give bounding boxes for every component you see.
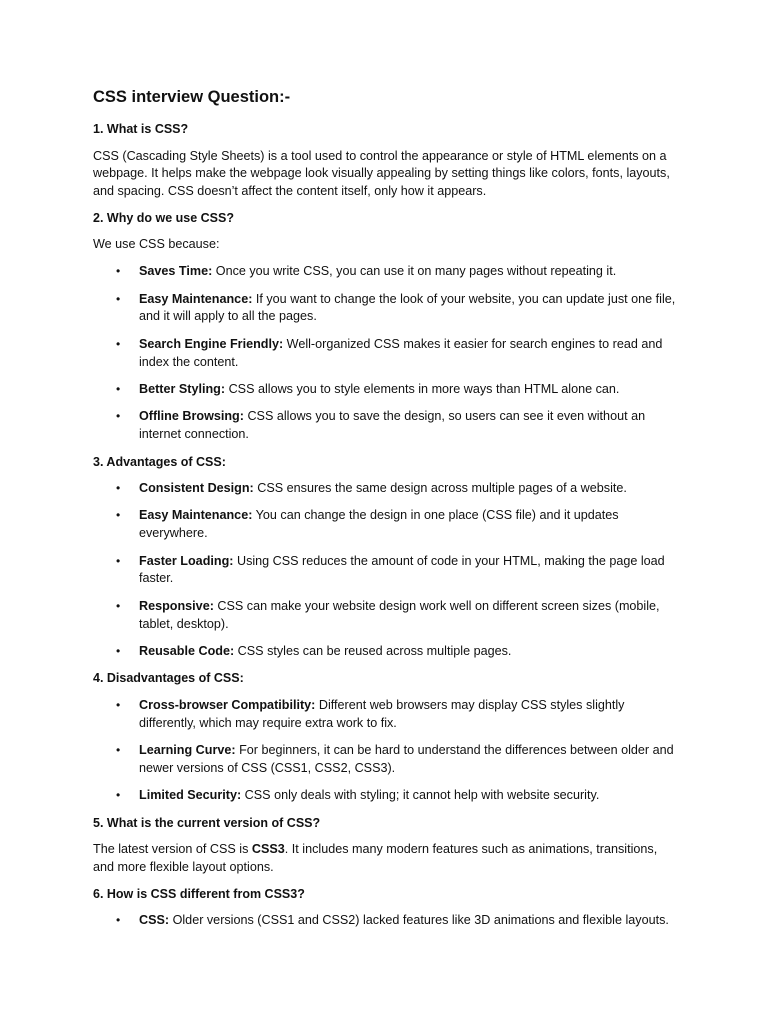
list-item — [93, 507, 676, 543]
list-item-term: Reusable Code: — [139, 643, 235, 658]
section-css-vs-css3 — [93, 886, 676, 930]
paragraph-emphasis: CSS3 — [251, 842, 285, 857]
bullet-icon: • — [116, 743, 121, 758]
bullet-icon: • — [116, 291, 121, 306]
list-item-term: Offline Browsing: — [139, 409, 244, 424]
section-paragraph: CSS (Cascading Style Sheets) is a tool used to control the appearance or style of HTML elements on a webpage. It helps make the webpage look visually appealing by setting things like colors, fonts, layouts, and spacing. CSS doesn’t affect the content itself, only how it appears. — [93, 148, 670, 199]
section-current-version — [93, 815, 676, 877]
list-item-term: CSS: — [139, 913, 170, 928]
paragraph-text: . It includes many modern features such as animations, transitions, and more flexible layout options. — [93, 842, 658, 874]
list-item-term: Limited Security: — [139, 788, 242, 803]
list-item-term: Learning Curve: — [139, 743, 236, 758]
document-title: CSS interview Question:- — [93, 88, 291, 106]
bullet-icon: • — [116, 481, 121, 496]
bullet-icon: • — [116, 409, 121, 424]
list-item — [93, 336, 676, 372]
list-item — [93, 480, 676, 498]
bullet-icon: • — [116, 643, 121, 658]
list-item-term: Cross-browser Compatibility: — [139, 697, 316, 712]
bullet-icon: • — [116, 788, 121, 803]
section-heading: 6. How is CSS different from CSS3? — [93, 886, 305, 901]
bullet-icon: • — [116, 697, 121, 712]
section-heading: 4. Disadvantages of CSS: — [93, 671, 244, 686]
section-paragraph: We use CSS because: — [93, 237, 220, 252]
list-item — [93, 291, 676, 327]
list-item — [93, 553, 676, 589]
list-item-text: CSS only deals with styling; it cannot help with website security. — [241, 788, 600, 803]
list-item-term: Responsive: — [139, 598, 214, 613]
list-item-text: If you want to change the look of your website, you can update just one file, and it will apply to all the pages. — [139, 291, 676, 324]
section-why-use-css — [93, 210, 676, 444]
list-item-text: Older versions (CSS1 and CSS2) lacked features like 3D animations and flexible layouts. — [169, 913, 669, 928]
list-item — [93, 598, 676, 634]
bullet-list — [93, 912, 676, 930]
list-item-text: CSS styles can be reused across multiple pages. — [234, 643, 512, 658]
bullet-icon: • — [116, 913, 121, 928]
list-item-text: Different web browsers may display CSS styles slightly differently, which may require extra work to fix. — [139, 697, 625, 730]
list-item-text: For beginners, it can be hard to understand the differences between older and newer versions of CSS (CSS1, CSS2, CSS3). — [139, 743, 674, 775]
list-item-term: Faster Loading: — [139, 553, 234, 568]
section-heading: 5. What is the current version of CSS? — [93, 815, 321, 830]
section-heading: 3. Advantages of CSS: — [93, 454, 226, 469]
list-item-term: Saves Time: — [139, 264, 213, 279]
list-item — [93, 408, 676, 444]
section-heading: 2. Why do we use CSS? — [93, 210, 234, 225]
paragraph-text: The latest version of CSS is — [93, 842, 252, 857]
list-item-text: Once you write CSS, you can use it on many pages without repeating it. — [212, 264, 617, 279]
list-item-term: Consistent Design: — [139, 481, 254, 496]
bullet-list — [93, 263, 676, 444]
list-item — [93, 697, 676, 733]
list-item — [93, 912, 676, 930]
list-item — [93, 381, 676, 399]
section-paragraph — [93, 841, 676, 877]
bullet-icon: • — [116, 336, 121, 351]
section-what-is-css — [93, 121, 676, 201]
bullet-icon: • — [116, 381, 121, 396]
section-disadvantages — [93, 670, 676, 805]
list-item-text: CSS allows you to style elements in more ways than HTML alone can. — [225, 381, 620, 396]
list-item-term: Easy Maintenance: — [139, 508, 253, 523]
list-item-term: Better Styling: — [139, 381, 226, 396]
bullet-list — [93, 480, 676, 661]
section-heading: 1. What is CSS? — [93, 122, 189, 136]
bullet-icon: • — [116, 553, 121, 568]
list-item-text: Using CSS reduces the amount of code in your HTML, making the page load faster. — [139, 553, 665, 586]
bullet-icon: • — [116, 598, 121, 613]
list-item-term: Search Engine Friendly: — [139, 336, 284, 351]
list-item-term: Easy Maintenance: — [139, 291, 253, 306]
list-item — [93, 742, 676, 778]
list-item-text: You can change the design in one place (CSS file) and it updates everywhere. — [139, 508, 619, 541]
bullet-list — [93, 697, 676, 805]
list-item — [93, 263, 676, 281]
list-item — [93, 787, 676, 805]
list-item-text: CSS can make your website design work well on different screen sizes (mobile, tablet, desktop). — [139, 598, 660, 631]
list-item-text: CSS allows you to save the design, so users can see it even without an internet connection. — [139, 409, 646, 442]
bullet-icon: • — [116, 264, 121, 279]
section-advantages — [93, 454, 676, 661]
list-item — [93, 643, 676, 661]
list-item-text: CSS ensures the same design across multiple pages of a website. — [253, 481, 627, 496]
list-item-text: Well-organized CSS makes it easier for search engines to read and index the content. — [139, 336, 663, 369]
bullet-icon: • — [116, 508, 121, 523]
